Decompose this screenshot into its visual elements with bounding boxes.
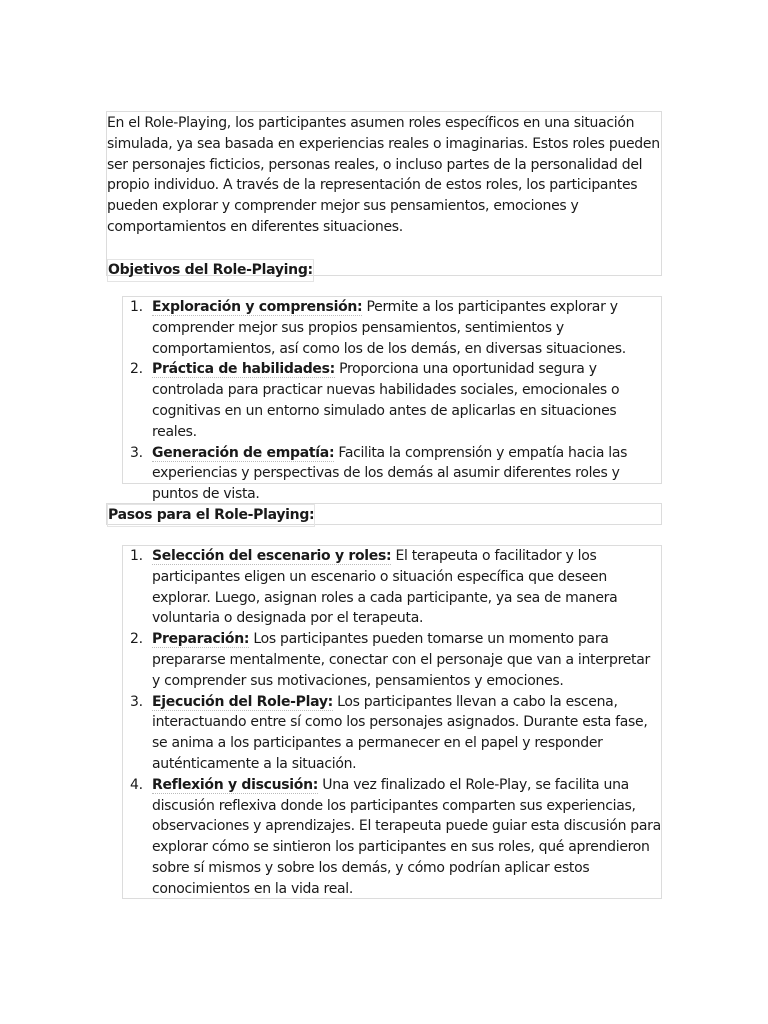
item-number: 4.: [130, 776, 143, 793]
list-item: [123, 297, 661, 359]
list-item: [123, 546, 661, 629]
item-term: Selección del escenario y roles:: [152, 548, 392, 564]
list-item: [123, 629, 661, 691]
intro-paragraph: En el Role-Playing, los participantes asumen roles específicos en una situación simulada, ya sea basada en experiencias reales o imaginarias. Estos roles pueden ser personajes ficticios, personas reales, o incluso partes de la personalidad del propio individuo. A través de la representación de estos roles, los participantes pueden explorar y comprender mejor sus pensamientos, emociones y comportamientos en diferentes situaciones.: [107, 115, 660, 235]
objectives-heading: Objetivos del Role-Playing:: [107, 259, 314, 282]
item-number: 1.: [130, 548, 143, 564]
item-text: Los participantes llevan a cabo la escena, interactuando entre sí como los personajes asignados. Durante esta fase, se anima a los participantes a permanecer en el papel y responder auténticamente a la situación.: [152, 693, 648, 772]
item-number: 3.: [130, 693, 143, 710]
item-text: El terapeuta o facilitador y los participantes eligen un escenario o situación específica que deseen explorar. Luego, asignan roles a cada participante, ya sea de manera voluntaria o designada por el terapeuta.: [152, 548, 618, 627]
objectives-list: [123, 297, 661, 505]
item-number: 1.: [130, 299, 143, 315]
list-item: [123, 692, 661, 775]
item-text: Permite a los participantes explorar y comprender mejor sus propios pensamientos, sentimientos y comportamientos, así como los de los demás, en diversas situaciones.: [152, 299, 626, 357]
list-item: [123, 359, 661, 442]
steps-list: [123, 546, 661, 900]
item-number: 3.: [130, 444, 143, 461]
intro-section: [106, 111, 662, 276]
item-term: Ejecución del Role-Play:: [152, 693, 333, 710]
item-term: Reflexión y discusión:: [152, 776, 319, 793]
item-term: Generación de empatía:: [152, 444, 335, 461]
item-term: Práctica de habilidades:: [152, 361, 335, 378]
item-text: Una vez finalizado el Role-Play, se facilita una discusión reflexiva donde los participantes comparten sus experiencias, observaciones y aprendizajes. El terapeuta puede guiar esta discusión para explorar cómo se sintieron los participantes en sus roles, qué aprendieron sobre sí mismos y sobre los demás, y cómo podrían aplicar estos conocimientos en la vida real.: [152, 776, 661, 897]
steps-heading: Pasos para el Role-Playing:: [107, 504, 315, 527]
item-text: Proporciona una oportunidad segura y controlada para practicar nuevas habilidades sociales, emocionales o cognitivas en un entorno simulado antes de aplicarlas en situaciones reales.: [152, 361, 620, 440]
item-number: 2.: [130, 361, 143, 378]
item-text: Facilita la comprensión y empatía hacia las experiencias y perspectivas de los demás al asumir diferentes roles y puntos de vista.: [152, 444, 628, 503]
objectives-list-section: [122, 296, 662, 503]
item-term: Preparación:: [152, 631, 250, 648]
item-text: Los participantes pueden tomarse un momento para prepararse mentalmente, conectar con el personaje que van a interpretar y comprender sus motivaciones, pensamientos y emociones.: [152, 631, 650, 689]
objectives-heading-row: [107, 259, 661, 282]
steps-list-section: [122, 545, 662, 899]
list-item: [123, 775, 661, 900]
item-term: Exploración y comprensión:: [152, 299, 363, 315]
list-item: [123, 443, 661, 505]
item-number: 2.: [130, 631, 143, 648]
steps-heading-section: [106, 503, 662, 525]
